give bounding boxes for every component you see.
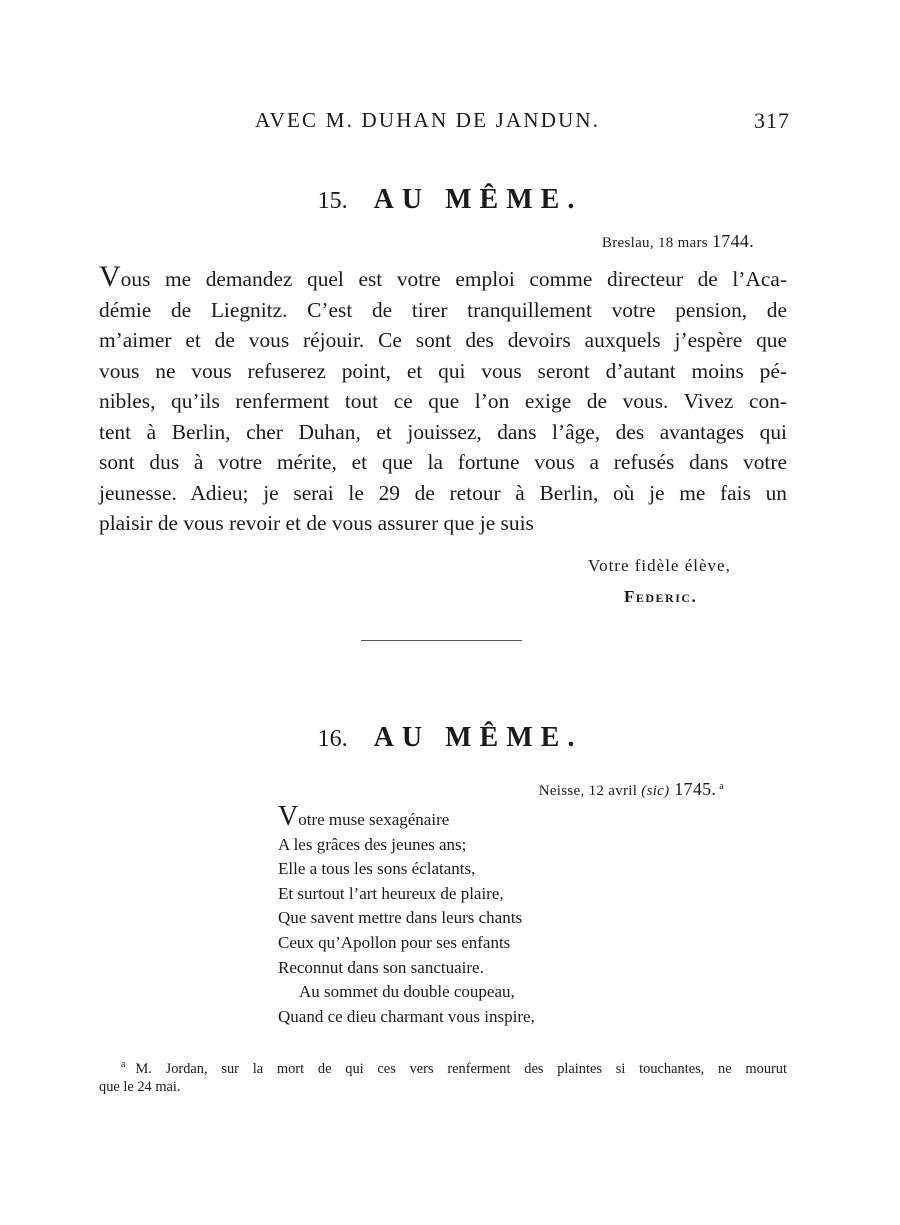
letter-16-poem [278,801,535,1029]
poem-line [278,801,535,833]
section-separator [361,640,522,641]
letter-15-line: plaisir de vous revoir et de vous assurer que je suis [99,511,534,535]
letter-15-dateline-text: Breslau, 18 mars [601,235,712,251]
poem-line: Et surtout l’art heureux de plaire, [278,883,504,903]
letter-16-dateline-text: Neisse, 12 avril [538,783,642,799]
running-head [100,108,790,138]
poem-line: Elle a tous les sons éclatants, [278,859,476,879]
letter-15-line: tent à Berlin, cher Duhan, et jouissez, dans l’âge, des avantages qui [99,419,787,444]
letter-15-closing: Votre fidèle élève, [588,556,731,575]
poem-line: Au sommet du double coupeau, [299,982,515,1002]
page-number: 317 [754,108,790,133]
poem-line: Que savent mettre dans leurs chants [278,908,523,928]
poem-line: A les grâces des jeunes ans; [278,834,467,854]
letter-15-body [99,260,787,539]
footnote-marker: a [121,1059,126,1070]
letter-15-line: sont dus à votre mérite, et que la fortune vous a refusés dans votre [99,450,787,474]
letter-15-line: démie de Liegnitz. C’est de tirer tranquillement votre pension, de [99,297,787,322]
letter-15-line: jeunesse. Adieu; je serai le 29 de retour à Berlin, où je me fais un [99,480,787,505]
letter-15-line: nibles, qu’ils renferment tout ce que l’on exige de vous. Vivez con- [99,389,787,413]
footnote-reference: a [719,781,724,792]
letter-15-line: m’aimer et de vous réjouir. Ce sont des devoirs auxquels j’espère que [99,328,787,352]
letter-15-dropcap: V [99,260,121,293]
footnote [99,1054,787,1098]
letter-16-number: 16. [317,726,348,752]
letter-15-heading [0,184,900,216]
letter-16-title: AU MÊME. [373,722,583,753]
footnote-line [99,1054,787,1076]
letter-15-title: AU MÊME. [373,184,583,215]
letter-15-number: 15. [317,188,348,214]
poem-dropcap: V [278,801,299,832]
footnote-line: que le 24 mai. [99,1079,181,1095]
running-title: AVEC M. DUHAN DE JANDUN. [255,108,601,132]
letter-16-dateline-sic: (sic) [641,783,670,799]
poem-line: Reconnut dans son sanctuaire. [278,957,484,977]
poem-line-text: otre muse sexagénaire [298,810,450,829]
letter-16-heading [0,722,900,754]
poem-line: Ceux qu’Apollon pour ses enfants [278,932,511,952]
letter-15-signature: Federic. [624,587,698,606]
letter-15-line-text: ous me demandez quel est votre emploi comme directeur de l’Aca- [120,267,787,291]
letter-16-dateline [539,779,724,800]
letter-15-dateline [602,231,754,252]
letter-15-line: vous ne vous refuserez point, et qui vous seront d’autant moins pé- [99,358,787,383]
footnote-text: M. Jordan, sur la mort de qui ces vers renferment des plaintes si touchantes, ne mourut [135,1060,787,1077]
letter-15-line [99,260,787,295]
letter-15-dateline-year: 1744. [712,231,754,251]
letter-16-dateline-year: 1745. [669,779,717,799]
poem-line: Quand ce dieu charmant vous inspire, [278,1006,535,1026]
